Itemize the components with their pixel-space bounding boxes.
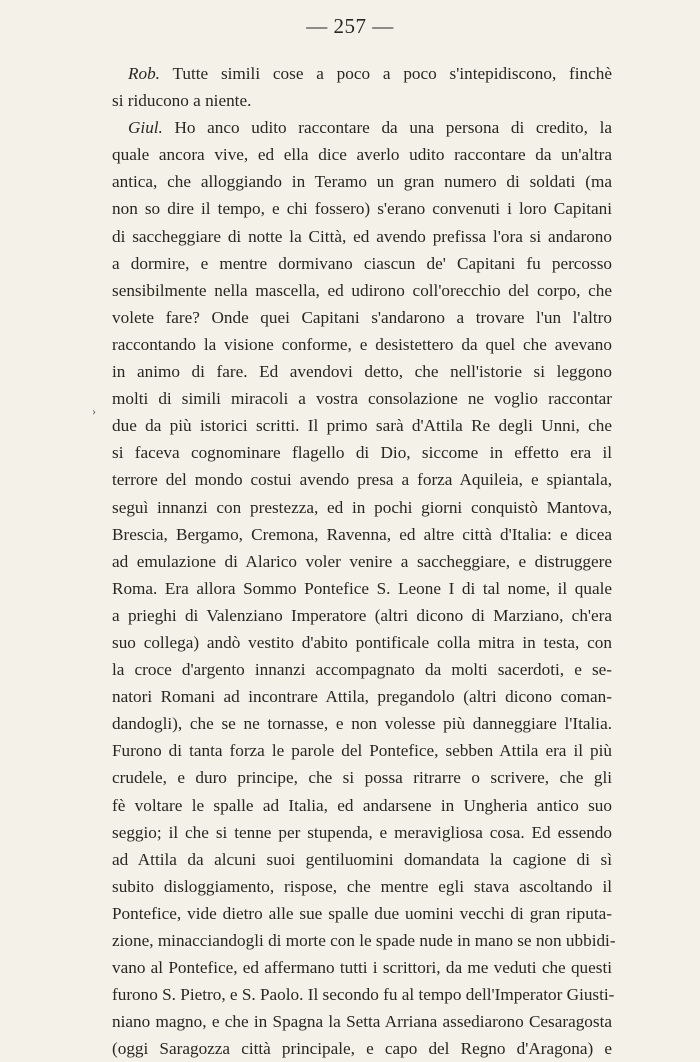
- line-text: di saccheggiare di notte la Città, ed avendo prefissa l'ora si andarono: [112, 226, 612, 246]
- text-line: [112, 629, 612, 656]
- text-line: [112, 819, 612, 846]
- text-line: [112, 168, 612, 195]
- text-line: [112, 114, 612, 141]
- line-text: volete fare? Onde quei Capitani s'andarono a trovare l'un l'altro: [112, 307, 612, 327]
- text-line: [112, 466, 612, 493]
- line-text: a dormire, e mentre dormivano ciascun de' Capitani fu percosso: [112, 253, 612, 273]
- line-text: suo collega) andò vestito d'abito pontificale colla mitra in testa, con: [112, 632, 612, 652]
- text-line: [112, 873, 612, 900]
- text-line: [112, 87, 612, 114]
- text-line: [112, 412, 612, 439]
- line-text: ad emulazione di Alarico voler venire a saccheggiare, e distruggere: [112, 551, 612, 571]
- line-text: seguì innanzi con prestezza, ed in pochi giorni conquistò Mantova,: [112, 497, 612, 517]
- text-line: [112, 250, 612, 277]
- line-text: furono S. Pietro, e S. Paolo. Il secondo fu al tempo dell'Imperator Giusti-: [112, 985, 615, 1005]
- line-text: dandogli), che se ne tornasse, e non volesse più danneggiare l'Italia.: [112, 714, 612, 734]
- text-line: [112, 710, 612, 737]
- speaker-label: Giul.: [128, 118, 163, 138]
- line-text: ad Attila da alcuni suoi gentiluomini domandata la cagione di sì: [112, 849, 612, 869]
- line-text: Ho anco udito raccontare da una persona di credito, la: [162, 118, 612, 138]
- text-line: [112, 683, 612, 710]
- line-text: terrore del mondo costui avendo presa a forza Aquileia, e spiantala,: [112, 470, 612, 490]
- text-line: [112, 195, 612, 222]
- text-line: [112, 846, 612, 873]
- page-number: — 257 —: [306, 14, 394, 38]
- text-line: [112, 575, 612, 602]
- speaker-label: Rob.: [128, 64, 160, 83]
- text-line: [112, 1008, 612, 1035]
- text-line: [112, 981, 615, 1008]
- line-text: molti di simili miracoli a vostra consolazione ne voglio raccontar: [112, 389, 612, 409]
- text-line: [112, 737, 612, 764]
- text-line: [112, 304, 612, 331]
- line-text: subito disloggiamento, rispose, che mentre egli stava ascoltando il: [112, 876, 612, 896]
- line-text: a prieghi di Valenziano Imperatore (altri dicono di Marziano, ch'era: [112, 605, 612, 625]
- line-text: seggio; il che si tenne per stupenda, e meravigliosa cosa. Ed essendo: [112, 822, 612, 842]
- text-line: [112, 141, 612, 168]
- line-text: Roma. Era allora Sommo Pontefice S. Leone I di tal nome, il quale: [112, 578, 612, 598]
- text-line: [112, 223, 612, 250]
- line-text: quale ancora vive, ed ella dice averlo udito raccontare da un'altra: [112, 145, 612, 165]
- text-line: [112, 764, 612, 791]
- body-text: [112, 60, 616, 1062]
- line-text: vano al Pontefice, ed affermano tutti i scrittori, da me veduti che questi: [112, 958, 612, 978]
- line-text: niano magno, e che in Spagna la Setta Arriana assediarono Cesaragosta: [112, 1012, 612, 1032]
- line-text: crudele, e duro principe, che si possa ritrarre o scrivere, che gli: [112, 768, 612, 788]
- text-line: [112, 331, 612, 358]
- line-text: natori Romani ad incontrare Attila, pregandolo (altri dicono coman-: [112, 687, 612, 707]
- line-text: Furono di tanta forza le parole del Pontefice, sebben Attila era il più: [112, 741, 612, 761]
- text-line: [112, 60, 612, 87]
- line-text: si faceva cognominare flagello di Dio, siccome in effetto era il: [112, 443, 612, 463]
- text-line: [112, 439, 612, 466]
- line-text: raccontando la visione conforme, e desistettero da quel che avevano: [112, 334, 612, 354]
- margin-mark: ›: [92, 404, 96, 418]
- line-text: fè voltare le spalle ad Italia, ed andarsene in Ungheria antico suo: [112, 795, 612, 815]
- text-line: [112, 385, 612, 412]
- text-line: [112, 521, 612, 548]
- text-line: [112, 792, 612, 819]
- text-line: [112, 927, 616, 954]
- text-line: [112, 900, 612, 927]
- line-text: in animo di fare. Ed avendovi detto, che nell'istorie si leggono: [112, 362, 612, 382]
- text-line: [112, 358, 612, 385]
- line-text: sensibilmente nella mascella, ed udirono coll'orecchio del corpo, che: [112, 280, 612, 300]
- text-line: [112, 548, 612, 575]
- text-line: [112, 656, 612, 683]
- text-line: [112, 954, 612, 981]
- text-line: [112, 494, 612, 521]
- text-line: [112, 277, 612, 304]
- line-text: Pontefice, vide dietro alle sue spalle due uomini vecchi di gran riputa-: [112, 903, 612, 923]
- line-text: la croce d'argento innanzi accompagnato da molti sacerdoti, e se-: [112, 660, 612, 680]
- line-text: due da più istorici scritti. Il primo sarà d'Attila Re degli Unni, che: [112, 416, 612, 436]
- line-text: antica, che alloggiando in Teramo un gran numero di soldati (ma: [112, 172, 612, 192]
- line-text: si riducono a niente.: [112, 91, 252, 111]
- line-text: Brescia, Bergamo, Cremona, Ravenna, ed altre città d'Italia: e dicea: [112, 524, 612, 544]
- line-text: non so dire il tempo, e chi fossero) s'erano convenuti i loro Capitani: [112, 199, 612, 219]
- text-line: [112, 602, 612, 629]
- line-text: zione, minacciandogli di morte con le spade nude in mano se non ubbidi-: [112, 931, 616, 950]
- line-text: Tutte simili cose a poco a poco s'intepidiscono, finchè: [159, 64, 612, 83]
- line-text: (oggi Saragozza città principale, e capo del Regno d'Aragona) e: [112, 1039, 612, 1059]
- text-line: [112, 1035, 612, 1062]
